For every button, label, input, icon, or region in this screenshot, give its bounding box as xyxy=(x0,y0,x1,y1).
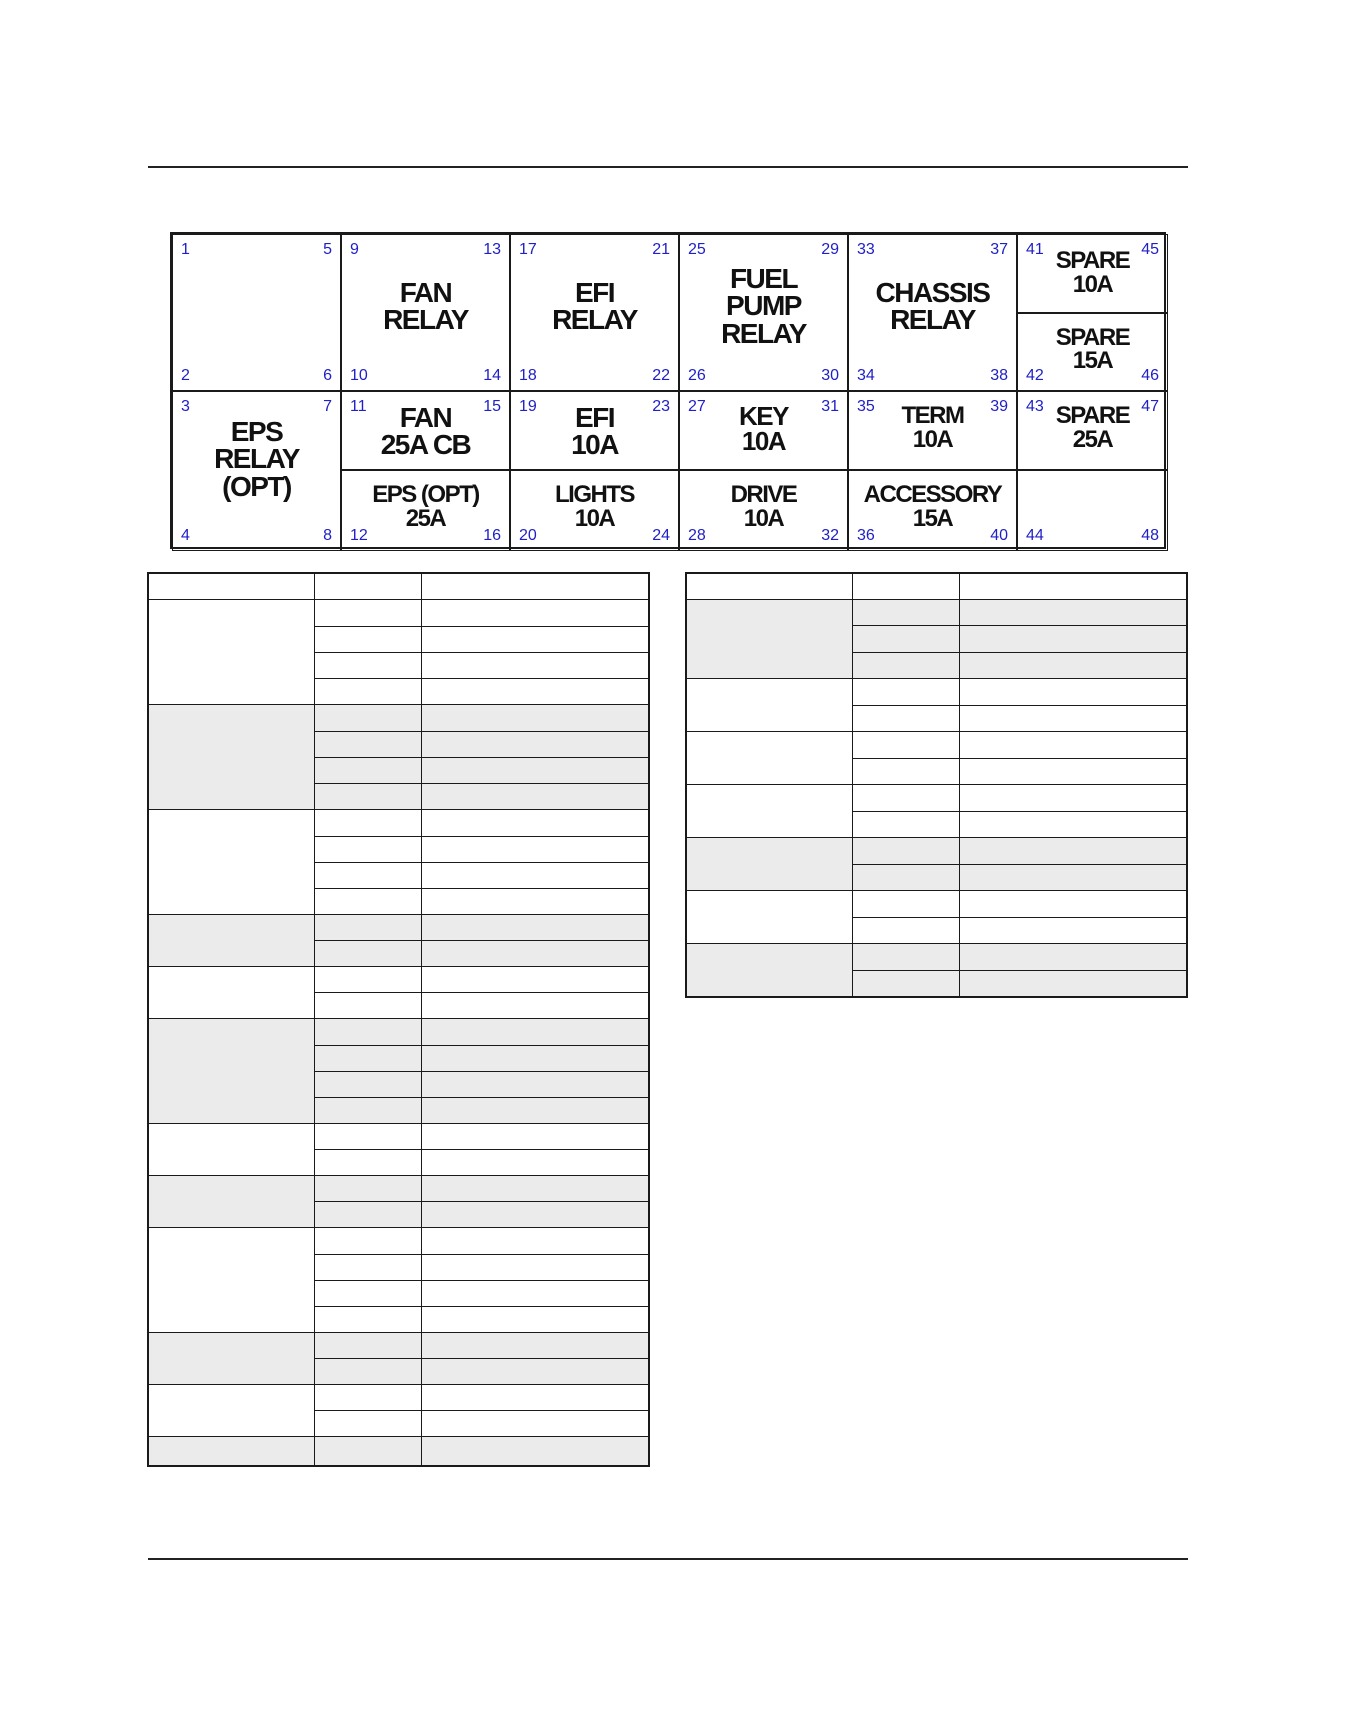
table-row xyxy=(686,944,1187,971)
table-cell xyxy=(421,1280,649,1306)
table-cell xyxy=(315,1227,422,1254)
pin-number: 35 xyxy=(857,398,875,415)
fuse-label: FAN RELAY xyxy=(383,277,468,336)
pin-number: 26 xyxy=(688,367,706,384)
fuse-label: ACCESSORY 15A xyxy=(863,481,1002,532)
table-cell xyxy=(315,809,422,836)
table-row xyxy=(686,838,1187,865)
pin-number: 25 xyxy=(688,241,706,258)
table-cell xyxy=(421,1332,649,1358)
table-cell xyxy=(959,758,1187,785)
table-cell xyxy=(853,944,960,971)
table-cell xyxy=(959,838,1187,865)
table-cell xyxy=(315,731,422,757)
group-cell xyxy=(148,966,315,1018)
pin-number: 18 xyxy=(519,367,537,384)
table-cell xyxy=(421,1149,649,1175)
group-cell xyxy=(148,1175,315,1227)
pin-number: 45 xyxy=(1141,241,1159,258)
table-left xyxy=(147,572,650,1467)
table-cell xyxy=(959,732,1187,759)
table-cell xyxy=(421,836,649,862)
group-cell xyxy=(148,1123,315,1175)
fuse-label: DRIVE 10A xyxy=(730,481,797,532)
table-header-row xyxy=(686,573,1187,599)
table-row xyxy=(686,599,1187,626)
table-cell xyxy=(315,1332,422,1358)
fuse-cell xyxy=(341,391,510,470)
table-cell xyxy=(315,966,422,992)
header-cell xyxy=(315,573,422,599)
table-cell xyxy=(421,626,649,652)
table-cell xyxy=(315,836,422,862)
group-cell xyxy=(686,599,853,679)
table-cell xyxy=(315,704,422,731)
pin-number: 27 xyxy=(688,398,706,415)
table-cell xyxy=(315,757,422,783)
fuse-label: SPARE 25A xyxy=(1055,402,1130,453)
pin-number: 2 xyxy=(181,367,190,384)
table-cell xyxy=(853,599,960,626)
table-cell xyxy=(315,1149,422,1175)
pin-number: 36 xyxy=(857,527,875,544)
pin-number: 40 xyxy=(990,527,1008,544)
table-row xyxy=(148,1332,649,1358)
table-cell xyxy=(315,678,422,704)
table-cell xyxy=(315,1384,422,1410)
pin-number: 17 xyxy=(519,241,537,258)
table-row xyxy=(148,1227,649,1254)
pin-number: 15 xyxy=(483,398,501,415)
pin-number: 29 xyxy=(821,241,839,258)
table-cell xyxy=(315,862,422,888)
table-cell xyxy=(853,891,960,918)
table-cell xyxy=(421,1384,649,1410)
table-cell xyxy=(421,966,649,992)
table-row xyxy=(148,1175,649,1201)
table-cell xyxy=(853,679,960,706)
table-cell xyxy=(315,914,422,940)
header-cell xyxy=(959,573,1187,599)
table-row xyxy=(686,732,1187,759)
fuse-cell xyxy=(679,391,848,470)
table-cell xyxy=(315,1254,422,1280)
table-cell xyxy=(315,992,422,1018)
fuse-label: EFI 10A xyxy=(571,402,618,461)
fuse-cell xyxy=(172,234,341,391)
table-cell xyxy=(959,864,1187,891)
group-cell xyxy=(148,599,315,704)
fuse-cell xyxy=(341,234,510,391)
header-cell xyxy=(686,573,853,599)
table-row xyxy=(686,679,1187,706)
table-row xyxy=(148,809,649,836)
table-cell xyxy=(853,626,960,653)
table-cell xyxy=(421,1436,649,1466)
pin-number: 30 xyxy=(821,367,839,384)
pin-number: 6 xyxy=(323,367,332,384)
pin-number: 16 xyxy=(483,527,501,544)
group-cell xyxy=(148,704,315,809)
pin-number: 46 xyxy=(1141,367,1159,384)
fuse-label: EPS (OPT) 25A xyxy=(372,481,479,532)
group-cell xyxy=(686,838,853,891)
table-cell xyxy=(853,970,960,997)
table-right xyxy=(685,572,1188,998)
table-row xyxy=(148,599,649,626)
fuse-cell xyxy=(510,470,679,551)
group-cell xyxy=(148,809,315,914)
table-cell xyxy=(421,1306,649,1332)
top-rule xyxy=(148,166,1188,168)
table-cell xyxy=(421,757,649,783)
table-cell xyxy=(421,731,649,757)
table-cell xyxy=(315,652,422,678)
table-cell xyxy=(421,1097,649,1123)
table-cell xyxy=(421,992,649,1018)
table-cell xyxy=(315,1097,422,1123)
table-cell xyxy=(421,678,649,704)
pin-number: 19 xyxy=(519,398,537,415)
table-row xyxy=(148,914,649,940)
table-row xyxy=(148,1018,649,1045)
pin-number: 43 xyxy=(1026,398,1044,415)
table-cell xyxy=(853,652,960,679)
group-cell xyxy=(686,944,853,997)
pin-number: 10 xyxy=(350,367,368,384)
table-cell xyxy=(315,599,422,626)
fuse-cell xyxy=(1017,391,1168,470)
fuse-label: FUEL PUMP RELAY xyxy=(721,263,806,349)
table-row xyxy=(148,1123,649,1149)
group-cell xyxy=(148,1227,315,1332)
table-row xyxy=(148,704,649,731)
table-cell xyxy=(421,1358,649,1384)
table-cell xyxy=(421,1123,649,1149)
table-cell xyxy=(421,1071,649,1097)
pin-number: 11 xyxy=(350,398,367,415)
table-cell xyxy=(315,1018,422,1045)
fuse-label: LIGHTS 10A xyxy=(555,481,634,532)
fuse-cell xyxy=(1017,313,1168,392)
table-cell xyxy=(421,914,649,940)
header-cell xyxy=(421,573,649,599)
pin-number: 12 xyxy=(350,527,368,544)
table-cell xyxy=(959,679,1187,706)
table-header-row xyxy=(148,573,649,599)
pin-number: 3 xyxy=(181,398,190,415)
table-cell xyxy=(315,1045,422,1071)
fuse-cell xyxy=(848,234,1017,391)
table-cell xyxy=(421,652,649,678)
table-cell xyxy=(315,888,422,914)
table-cell xyxy=(315,1175,422,1201)
fuse-cell xyxy=(679,470,848,551)
group-cell xyxy=(148,1384,315,1436)
pin-number: 32 xyxy=(821,527,839,544)
pin-number: 7 xyxy=(323,398,332,415)
fuse-label: KEY 10A xyxy=(739,401,788,457)
pin-number: 22 xyxy=(652,367,670,384)
group-cell xyxy=(686,732,853,785)
table-cell xyxy=(421,1045,649,1071)
table-cell xyxy=(853,732,960,759)
table-cell xyxy=(315,1436,422,1466)
header-cell xyxy=(853,573,960,599)
table-cell xyxy=(421,888,649,914)
pin-number: 31 xyxy=(821,398,839,415)
pin-number: 34 xyxy=(857,367,875,384)
fuse-label: CHASSIS RELAY xyxy=(875,277,990,336)
table-cell xyxy=(315,1201,422,1227)
pin-number: 1 xyxy=(181,241,190,258)
table-cell xyxy=(853,758,960,785)
header-cell xyxy=(148,573,315,599)
table-cell xyxy=(315,1306,422,1332)
pin-number: 20 xyxy=(519,527,537,544)
table-cell xyxy=(853,785,960,812)
table-cell xyxy=(959,785,1187,812)
table-cell xyxy=(421,599,649,626)
table-cell xyxy=(959,917,1187,944)
table-cell xyxy=(853,838,960,865)
pin-number: 42 xyxy=(1026,367,1044,384)
table-row xyxy=(686,785,1187,812)
table-cell xyxy=(315,626,422,652)
table-cell xyxy=(315,1358,422,1384)
pin-number: 14 xyxy=(483,367,501,384)
group-cell xyxy=(148,1018,315,1123)
table-cell xyxy=(421,1410,649,1436)
pin-number: 48 xyxy=(1141,527,1159,544)
table-cell xyxy=(853,864,960,891)
table-cell xyxy=(853,705,960,732)
pin-number: 21 xyxy=(652,241,670,258)
fuse-cell xyxy=(341,470,510,551)
fuse-cell xyxy=(848,470,1017,551)
table-row xyxy=(148,1384,649,1410)
table-cell xyxy=(959,652,1187,679)
table-row xyxy=(148,1436,649,1466)
pin-number: 38 xyxy=(990,367,1008,384)
pin-number: 5 xyxy=(323,241,332,258)
table-cell xyxy=(315,1071,422,1097)
table-cell xyxy=(959,705,1187,732)
fuse-cell xyxy=(848,391,1017,470)
table-row xyxy=(686,891,1187,918)
fuse-cell xyxy=(1017,234,1168,313)
pin-number: 9 xyxy=(350,241,359,258)
pin-number: 47 xyxy=(1141,398,1159,415)
fuse-label: FAN 25A CB xyxy=(380,402,471,461)
fuse-box-diagram xyxy=(170,232,1166,549)
pin-number: 41 xyxy=(1026,241,1044,258)
fuse-label: SPARE 15A xyxy=(1055,323,1130,375)
table-cell xyxy=(421,862,649,888)
table-cell xyxy=(315,783,422,809)
table-cell xyxy=(421,1201,649,1227)
table-cell xyxy=(421,1175,649,1201)
fuse-cell xyxy=(679,234,848,391)
pin-number: 13 xyxy=(483,241,501,258)
table-cell xyxy=(853,811,960,838)
table-cell xyxy=(959,599,1187,626)
table-cell xyxy=(315,1280,422,1306)
fuse-label: EPS RELAY (OPT) xyxy=(214,416,299,502)
table-cell xyxy=(421,1227,649,1254)
table-cell xyxy=(959,891,1187,918)
table-row xyxy=(148,966,649,992)
group-cell xyxy=(686,679,853,732)
bottom-rule xyxy=(148,1558,1188,1560)
group-cell xyxy=(148,1332,315,1384)
pin-number: 44 xyxy=(1026,527,1044,544)
table-cell xyxy=(421,704,649,731)
pin-number: 23 xyxy=(652,398,670,415)
group-cell xyxy=(148,1436,315,1466)
pin-number: 28 xyxy=(688,527,706,544)
group-cell xyxy=(148,914,315,966)
fuse-cell xyxy=(172,391,341,551)
table-cell xyxy=(959,626,1187,653)
table-cell xyxy=(315,940,422,966)
fuse-cell xyxy=(510,391,679,470)
pin-number: 33 xyxy=(857,241,875,258)
pin-number: 4 xyxy=(181,527,190,544)
table-cell xyxy=(315,1410,422,1436)
fuse-cell xyxy=(1017,470,1168,551)
group-cell xyxy=(686,785,853,838)
table-cell xyxy=(421,940,649,966)
table-cell xyxy=(959,811,1187,838)
table-cell xyxy=(959,970,1187,997)
table-cell xyxy=(315,1123,422,1149)
table-cell xyxy=(959,944,1187,971)
pin-number: 37 xyxy=(990,241,1008,258)
table-cell xyxy=(853,917,960,944)
group-cell xyxy=(686,891,853,944)
table-cell xyxy=(421,1254,649,1280)
fuse-label: EFI RELAY xyxy=(552,277,637,336)
fuse-label: TERM 10A xyxy=(901,402,964,453)
pin-number: 8 xyxy=(323,527,332,544)
pin-number: 39 xyxy=(990,398,1008,415)
table-cell xyxy=(421,809,649,836)
fuse-label: SPARE 10A xyxy=(1055,247,1130,298)
table-cell xyxy=(421,783,649,809)
pin-number: 24 xyxy=(652,527,670,544)
table-cell xyxy=(421,1018,649,1045)
fuse-cell xyxy=(510,234,679,391)
